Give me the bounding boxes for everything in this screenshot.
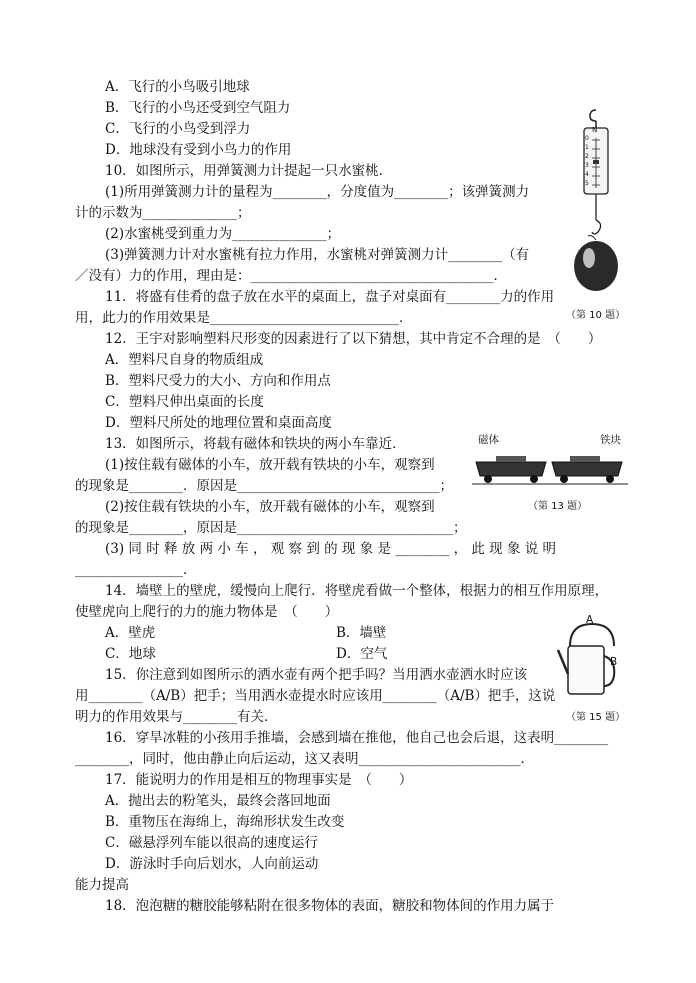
q13-part1-cont: 的现象是________．原因是______________________________； (75, 478, 453, 494)
q12-stem: 12．王宇对影响塑料尺形变的因素进行了以下猜想，其中肯定不合理的是 （ ） (105, 331, 602, 347)
q12-option-b: B．塑料尺受力的大小、方向和作用点 (105, 373, 331, 389)
q12-option-a: A．塑料尺自身的物质组成 (105, 352, 264, 368)
spring-scale-peach-illustration (566, 108, 626, 320)
scale-unit-label: N (592, 126, 598, 134)
q13-part2: (2)按住载有铁块的小车，放开载有磁体的小车，观察到 (105, 499, 435, 515)
q14-cont: 使壁虎向上爬行的力的施力物体是 （ ） (75, 604, 339, 620)
q9-option-b: B．飞行的小鸟还受到空气阻力 (105, 100, 291, 116)
q10-part1: (1)所用弹簧测力计的量程为________，分度值为________；该弹簧测力 (105, 184, 530, 200)
q17-option-c: C．磁悬浮列车能以很高的速度运行 (105, 835, 318, 851)
q15-caption: （第 15 题） (566, 712, 626, 723)
q15-cont1: 用________（A/B）把手；当用洒水壶提水时应该用________（A/B）把手，这说 (75, 688, 556, 704)
q16-stem: 16．穿旱冰鞋的小孩用手推墙，会感到墙在推他，他自己也会后退，这表明________ (105, 730, 609, 746)
scale-tick-1: 1 (585, 144, 589, 151)
q9-option-d: D．地球没有受到小鸟力的作用 (105, 142, 292, 158)
handle-b-label: B (610, 656, 618, 668)
q13-caption: （第 13 题） (528, 501, 588, 512)
scale-tick-3: 3 (585, 162, 589, 169)
iron-label: 铁块 (600, 434, 621, 446)
q13-part3-cont: ________________． (75, 562, 197, 578)
q15-figure (556, 616, 618, 702)
q13-stem: 13．如图所示，将载有磁体和铁块的两小车靠近． (105, 436, 406, 452)
q14-option-d: D．空气 (336, 646, 388, 662)
q9-option-a: A．飞行的小鸟吸引地球 (105, 79, 250, 95)
q13-part1: (1)按住载有磁体的小车，放开载有铁块的小车，观察到 (105, 457, 435, 473)
magnet-iron-carts-illustration (470, 446, 630, 490)
q14-option-c: C．地球 (105, 646, 156, 662)
watering-can-illustration (556, 616, 618, 702)
q13-part2-cont: 的现象是________，原因是________________________________； (75, 520, 467, 536)
q15-stem: 15．你注意到如图所示的洒水壶有两个把手吗？当用洒水壶洒水时应该 (105, 667, 528, 683)
magnet-label: 磁体 (478, 434, 499, 446)
q13-figure (470, 446, 630, 490)
q10-stem: 10．如图所示，用弹簧测力计提起一只水蜜桃． (105, 163, 393, 179)
scale-tick-5: 5 (585, 180, 589, 187)
scale-tick-4: 4 (585, 171, 589, 178)
q12-option-c: C．塑料尺伸出桌面的长度 (105, 394, 264, 410)
scale-tick-0: 0 (585, 135, 589, 142)
q10-part3-cont: ／没有）力的作用，理由是：____________________________________． (75, 268, 507, 284)
q11-cont: 用，此力的作用效果是____________________________． (75, 310, 413, 326)
q13-part3: (3) 同 时 释 放 两 小 车 ， 观 察 到 的 现 象 是 ________ ， 此 现 象 说 明 (105, 541, 557, 557)
q14-stem: 14．墙壁上的壁虎，缓慢向上爬行．将壁虎看做一个整体，根据力的相互作用原理， (105, 583, 609, 599)
handle-a-label: A (586, 614, 594, 626)
q10-part1-cont: 计的示数为______________； (75, 205, 251, 221)
scale-tick-2: 2 (585, 153, 589, 160)
q11-stem: 11．将盛有佳肴的盘子放在水平的桌面上，盘子对桌面有________力的作用 (105, 289, 555, 305)
q16-cont: ________，同时，他由静止向后运动，这又表明________________________． (75, 751, 534, 767)
q14-option-b: B．墙壁 (336, 625, 387, 641)
q17-option-d: D．游泳时手向后划水，人向前运动 (105, 856, 319, 872)
q18-stem: 18．泡泡糖的糖胶能够粘附在很多物体的表面，糖胶和物体间的作用力属于 (105, 898, 555, 914)
q10-caption: （第 10 题） (566, 310, 626, 321)
q10-figure (566, 108, 626, 320)
q14-option-a: A．壁虎 (105, 625, 156, 641)
q9-option-c: C．飞行的小鸟受到浮力 (105, 121, 251, 137)
q10-part3: (3)弹簧测力计对水蜜桃有拉力作用，水蜜桃对弹簧测力计________（有 (105, 247, 530, 263)
section-heading-ability: 能力提高 (75, 877, 129, 893)
q17-option-b: B．重物压在海绵上，海绵形状发生改变 (105, 814, 345, 830)
q10-part2: (2)水蜜桃受到重力为______________； (105, 226, 341, 242)
q15-cont2: 明力的作用效果与________有关． (75, 709, 278, 725)
q12-option-d: D．塑料尺所处的地理位置和桌面高度 (105, 415, 332, 431)
q17-option-a: A．抛出去的粉笔头，最终会落回地面 (105, 793, 331, 809)
q17-stem: 17．能说明力的作用是相互的物理事实是 （ ） (105, 772, 413, 788)
